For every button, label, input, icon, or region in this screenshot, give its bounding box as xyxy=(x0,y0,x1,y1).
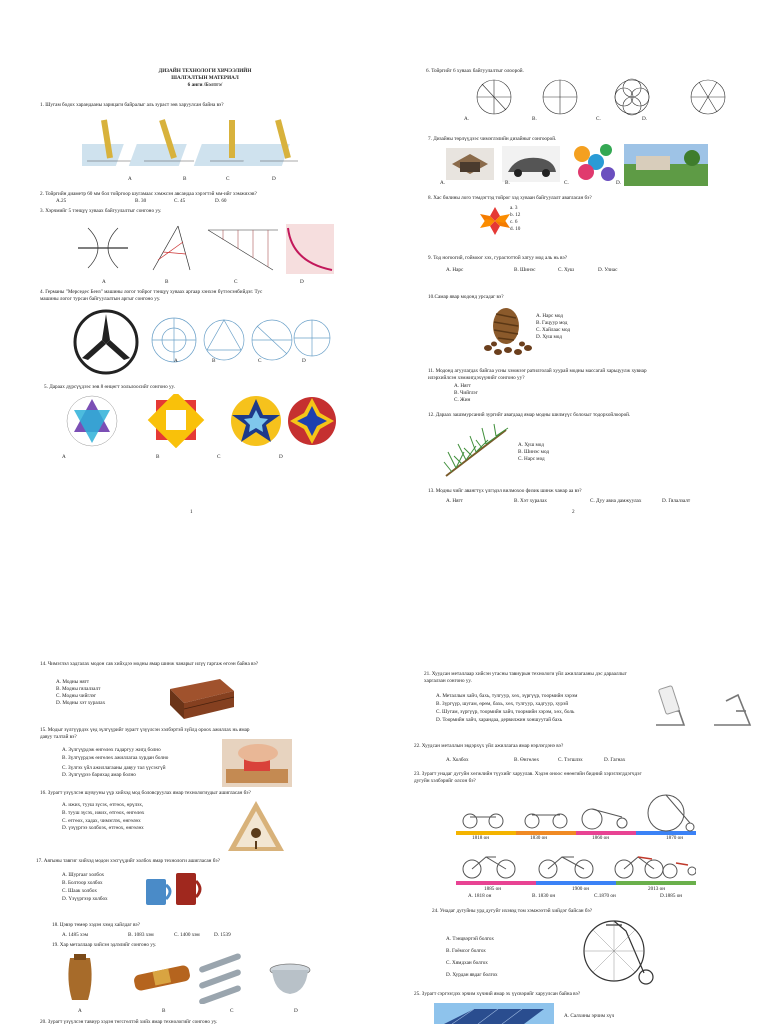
q1-label-b: B xyxy=(183,176,187,182)
q4-label-c: C xyxy=(258,358,262,364)
question-16: 16. Зурагт үзүүлсэн шувууны үүр хийхэд мод боловсруулах ямар технологиудыг ашигласан бэ? xyxy=(40,790,251,796)
khas-bank-logo-icon xyxy=(480,207,510,235)
q8-option-a: a. 3 xyxy=(510,205,518,211)
q4-label-b: B xyxy=(212,358,216,364)
question-4-line-2: машины логог турсан байгуулалтын аргыг сонгоно уу. xyxy=(40,296,161,302)
q16-option-c: C. өтгөох, хадах, чимэглэх, өнгөлөх xyxy=(62,818,141,824)
q22-option-b: B. Өнгөлөх xyxy=(514,757,540,763)
q19-metal-items xyxy=(62,952,314,1004)
question-12: 12. Дараах зашзмурсаний зургийг авагдаад ямар модны шилмүүс болохыг тодорхойлоорой. xyxy=(428,412,631,418)
q23-year-1818: 1818 он xyxy=(472,835,490,841)
q23-year-1870: 1870 он xyxy=(666,835,684,841)
q21-phone-stand-image xyxy=(650,681,760,731)
question-4-line-1: 4. Германы "Мерседес Бенз" машины логог тойрог тэнцүү хуваах аргаар хэнхэн бүтээсэнбийдэг. Тус xyxy=(40,289,263,295)
q3-image-c xyxy=(208,230,278,270)
q13-option-c: C. Дуу авиа дамжуулах xyxy=(590,498,642,504)
q16-option-d: D. үзүүргээ холбоэх, өтгөох, өнгөлөх xyxy=(62,825,144,831)
q23-option-c: C.1870 он xyxy=(594,893,616,899)
page-number-2: 2 xyxy=(572,509,575,515)
q3-label-a: A xyxy=(102,279,106,285)
question-18: 18. Цэвэр төмөр хэдэн хэмд хайлдаг вэ? xyxy=(52,922,140,928)
q6-label-d: D. xyxy=(642,116,648,122)
q5-label-a: A xyxy=(62,454,66,460)
question-7: 7. Дизайны төрлүүдээс чимэглэлийн дизайныг сонгоорой. xyxy=(428,136,557,142)
q2-option-d: D. 60 xyxy=(215,198,227,204)
q7-label-a: A. xyxy=(440,180,446,186)
q8-logo-image xyxy=(478,206,512,236)
q14-wooden-box-image xyxy=(164,673,238,723)
q23-year-2013: 2013 он xyxy=(648,886,666,892)
q9-option-c: C. Хуш xyxy=(558,267,574,273)
q21-option-c: C. Шугам, зүргүүр, тоормийн хайч, тоормийн хэрэм, хөх, боль xyxy=(436,709,575,715)
question-3: 3. Хэрчмийг 5 тэнцүү хуваах байгуулалтыг сонгоно уу. xyxy=(40,208,162,214)
q15-option-c: C. Зүлгэх үйл ажиллагааны давуу тал үүсэхгүй xyxy=(62,765,166,771)
question-2: 2. Тойргийн диаметр 60 мм бол тойргоор шугамаас хэмжсэн авсандаа хэрэгтэй мм-ийг хэмжихэв? xyxy=(40,191,257,197)
question-15-line-2: давуу талтай вэ? xyxy=(40,734,77,740)
q14-option-b: B. Модны гялалзалт xyxy=(56,686,101,692)
q17-option-c: C. Шаак холбох xyxy=(62,888,97,894)
q25-solar-panel-image xyxy=(434,1003,554,1024)
q21-option-d: D. Тоормийн хайч, харандаа, дервилжин хоншуутай бахь xyxy=(436,717,563,723)
q5-pattern-c xyxy=(231,396,281,446)
q10-option-a: A. Нарс мод xyxy=(536,313,563,319)
q7-image-b xyxy=(502,146,560,182)
q2-option-a: A.25 xyxy=(56,198,67,204)
q4-construction-a xyxy=(152,318,196,362)
q7-design-images xyxy=(446,142,708,186)
q1-image-b xyxy=(129,120,194,166)
question-11-line-1: 11. Модонд агуулагдах байгаа усны хэмжээг ратилголай хуурай модны массагай харьцуулж хувиар xyxy=(428,368,647,374)
q1-label-a: A xyxy=(128,176,132,182)
q8-option-c: c. 6 xyxy=(510,219,518,225)
question-23-line-1: 23. Зурагт унадаг дугуйн хөгжлийн түүхийг харуулав. Хэдэн оноос өнөөгийн бидний хэрэглэгддэгчдэг xyxy=(414,771,642,777)
q15-option-a: A. Зүлгүүрдэж өнгөлөх гадаргуу жигд болно xyxy=(62,747,161,753)
q11-option-b: B. Чийглэг xyxy=(454,390,478,396)
q7-image-c xyxy=(574,144,615,181)
title-line-2: ШАЛГАЛТЫН МАТЕРИАЛ xyxy=(171,75,239,81)
q5-label-c: C xyxy=(217,454,221,460)
q12-pine-branch-image xyxy=(442,422,512,482)
q18-option-a: A. 1485 хэм xyxy=(62,932,89,938)
q10-option-c: C. Хайлаас мод xyxy=(536,327,571,333)
q16-option-b: B. тууш зүсэх, ижих, өтгөох, өнгөлөх xyxy=(62,810,145,816)
question-21-line-1: 21. Хуудсан металлаар хийсэн утасны тавиурын технологи үйл ажиллагааны дэс дарааллыг xyxy=(424,671,627,677)
q24-option-a: A. Тэнцвэртэй болгох xyxy=(446,936,494,942)
question-6: 6. Тойргийг 6 хуваах байгуулалтыг олоорой. xyxy=(426,68,524,74)
q3-image-d xyxy=(286,224,334,274)
q5-star-patterns xyxy=(66,394,336,448)
q24-option-d: D. Хурдан явдаг болгох xyxy=(446,972,498,978)
q14-option-c: C. Модны чийглэг xyxy=(56,693,97,699)
q1-label-c: C xyxy=(226,176,230,182)
question-10: 10.Самар явар модонд урсадаг вэ? xyxy=(428,294,504,300)
q3-constructions xyxy=(78,220,338,278)
question-14: 14. Чимэглэл хадгалах модон сав хийхдээ модны ямар шинж чанарыг илүү гаргаж өгсөн байна вэ? xyxy=(40,661,259,667)
q17-option-d: D. Үзүүргээр холбох xyxy=(62,896,108,902)
q4-label-d: D xyxy=(302,358,306,364)
question-24: 24. Унадаг дугуйны урд дугуйг ихэвэд том хэмжээтэй хийдэг байсан бэ? xyxy=(432,908,592,914)
q6-label-b: B. xyxy=(532,116,537,122)
q10-option-b: B. Гацуур мод xyxy=(536,320,568,326)
question-25: 25. Зурагт сэргээгдэх эрчим хүчний ямар эх үүсвэрийг харуулсан байна вэ? xyxy=(414,991,581,997)
question-19: 19. Хар металлаар хийсэн эдлэлийг сонгоно уу. xyxy=(52,942,157,948)
q7-label-c: C. xyxy=(564,180,569,186)
q4-construction-d xyxy=(294,320,330,356)
q4-logo-constructions xyxy=(72,308,334,376)
q18-option-c: C. 1400 хэм xyxy=(174,932,200,938)
question-13: 13. Модны чийг авангтүх үлгэдэл вилмохоо физик шинж чанар аа вэ? xyxy=(428,488,582,494)
title-line-1: ДИЗАЙН ТЕХНОЛОГИ ХИЧЭЭЛИЙН xyxy=(158,68,252,74)
q8-option-d: d. 10 xyxy=(510,226,521,232)
question-5: 5. Дараах дүрсүүдээс зөв 8 өнцөгт хольлоосийг сонгоно уу. xyxy=(44,384,175,390)
q13-option-a: A. Нягт xyxy=(446,498,463,504)
q5-label-b: B xyxy=(156,454,160,460)
question-21-line-2: харгалзан сонгоно уу. xyxy=(424,678,472,684)
q22-option-d: D. Гагнах xyxy=(604,757,626,763)
q3-image-b xyxy=(153,226,190,270)
q24-option-c: C. Хямдхан болгох xyxy=(446,960,488,966)
q15-sanding-image xyxy=(222,739,292,787)
q16-bird-house-image xyxy=(226,799,286,855)
q3-image-a xyxy=(78,228,128,268)
q6-image-a xyxy=(477,80,511,114)
q19-label-d: D xyxy=(294,1008,298,1014)
q3-label-c: C xyxy=(234,279,238,285)
q23-bicycle-history-image xyxy=(456,793,696,889)
q19-label-c: C xyxy=(230,1008,234,1014)
question-20: 20. Зурагт үзүүлсэн тавиур хэдэн төгсгөлтэй хийх ямар технологийг сонгоно уу. xyxy=(40,1019,218,1025)
question-15-line-1: 15. Модыг зүлгүүрдэх үед зүлгүүрийг зурагт үзүүлсэн хэлбэртэй зүйлд ороох ажиллах нь ямар xyxy=(40,727,250,733)
question-1: 1. Шугам бодох харандааны зарицаги байралыг аль зураст зөв харуулсан байна вэ? xyxy=(40,102,224,108)
q7-label-d: D. xyxy=(616,180,622,186)
q4-construction-b xyxy=(204,320,244,360)
q6-image-c xyxy=(615,79,649,115)
q17-option-a: A. Шургааг холбох xyxy=(62,872,105,878)
q21-option-b: B. Зүргүүр, шугам, өрөм, бахь, хөх, тулгуур, хадгуур, хурэй xyxy=(436,701,569,707)
q9-option-a: A. Нарс xyxy=(446,267,464,273)
q19-image-d xyxy=(270,964,310,994)
q23-year-1830: 1830 он xyxy=(530,835,548,841)
q8-option-b: b. 12 xyxy=(510,212,521,218)
q12-option-c: C. Нарс мод xyxy=(518,456,545,462)
q18-option-b: B. 1083 хэм xyxy=(128,932,154,938)
q6-image-d xyxy=(691,80,725,114)
q17-option-b: B. Болтоор холбох xyxy=(62,880,103,886)
q7-image-a xyxy=(446,148,494,180)
q21-option-a: A. Металлын хайч, бахь, тулгуур, хөх, зүргүүр, тоормийн хэрэм xyxy=(436,693,578,699)
q3-label-b: B xyxy=(165,279,169,285)
q1-image-d xyxy=(242,120,298,166)
page-3 xyxy=(0,655,384,1024)
q17-mugs-image xyxy=(140,869,206,909)
page-2 xyxy=(384,0,768,520)
page-number-1: 1 xyxy=(190,509,193,515)
q6-circle-divisions xyxy=(472,76,736,118)
q6-label-a: A. xyxy=(464,116,470,122)
q10-option-d: D. Хуш мод xyxy=(536,334,562,340)
q5-label-d: D xyxy=(279,454,283,460)
q16-option-a: A. ижих, тууш зүсэх, өтгөох, өрүлэх, xyxy=(62,802,144,808)
q6-label-c: C. xyxy=(596,116,601,122)
q4-label-a: A xyxy=(174,358,178,364)
q19-label-a: A xyxy=(78,1008,82,1014)
q22-option-c: C. Тэгшлэх xyxy=(558,757,583,763)
q23-year-1900: 1900 он xyxy=(572,886,590,892)
q18-option-d: D. 1539 xyxy=(214,932,231,938)
page-4 xyxy=(384,655,768,1024)
q19-label-b: B xyxy=(162,1008,166,1014)
q24-option-b: B. Гоёмсог болгох xyxy=(446,948,486,954)
q19-image-b xyxy=(133,964,191,991)
q2-option-c: C. 45 xyxy=(174,198,186,204)
q11-option-c: C. Жин xyxy=(454,397,471,403)
q23-bike-accents xyxy=(638,857,688,865)
question-23-line-2: дугуйн хэлбэрийг олсон бэ? xyxy=(414,778,476,784)
q15-option-d: D. Зүлгүүрээ барихад амар болно xyxy=(62,772,136,778)
q5-pattern-b xyxy=(148,394,205,448)
q3-label-d: D xyxy=(300,279,304,285)
q23-year-1885: 1885 он xyxy=(484,886,502,892)
q1-label-d: D xyxy=(272,176,276,182)
q4-construction-c xyxy=(252,320,292,360)
q6-image-b xyxy=(543,80,577,114)
q23-year-1860: 1860 он xyxy=(592,835,610,841)
q23-option-d: D.1885 он xyxy=(660,893,683,899)
q13-option-b: B. Хэт хуралах xyxy=(514,498,548,504)
page-1 xyxy=(0,0,384,520)
q9-option-b: B. Шинэс xyxy=(514,267,536,273)
q13-option-d: D. Гялалзалт xyxy=(662,498,691,504)
q19-image-a xyxy=(68,954,91,1000)
q25-option-a: A. Салхины эрчим хүч xyxy=(564,1013,615,1019)
q9-option-d: D. Улиас xyxy=(598,267,618,273)
mercedes-logo-icon xyxy=(75,311,137,373)
question-8: 8. Хас билины лого тэмдэгтэд тойрог хэд хуваан байгуулалт авагласан бэ? xyxy=(428,195,592,201)
q2-option-b: B. 30 xyxy=(135,198,147,204)
question-22: 22. Хуудсан металлын эвдэрхүх үйл ажиллагаа ямар нэрлэгдэнэ вэ? xyxy=(414,743,564,749)
q1-pencil-drawings xyxy=(82,116,300,174)
q11-option-a: A. Нягт xyxy=(454,383,471,389)
q14-option-a: A. Модны нягт xyxy=(56,679,90,685)
q22-option-a: A. Холбох xyxy=(446,757,469,763)
q24-penny-farthing-image xyxy=(576,915,656,987)
question-17: 17. Аягыны тавгиг хийхэд модон хэсгүүдийг холбох ямар технологи ашигласан бэ? xyxy=(36,858,220,864)
q14-option-d: D. Модны хэт хуралах xyxy=(56,700,106,706)
title-line-3: 6 анги /Бэлтгэ/ xyxy=(187,82,223,88)
q15-option-b: B. Зүлгүүрдэж өнгөлөх ажиллагаа хурдан болно xyxy=(62,755,169,761)
q23-option-a: A. 1818 он xyxy=(468,893,492,899)
q5-pattern-a xyxy=(67,396,117,446)
q23-option-b: B. 1830 он xyxy=(532,893,556,899)
q19-image-c xyxy=(198,953,241,1004)
q12-option-a: A. Хуш мод xyxy=(518,442,544,448)
q5-pattern-d xyxy=(288,397,336,445)
q10-pine-cone-image xyxy=(478,304,536,358)
q12-option-b: B. Шинэс мод xyxy=(518,449,550,455)
q7-image-d xyxy=(624,144,708,186)
q1-image-a xyxy=(82,120,134,166)
q7-label-b: B. xyxy=(505,180,510,186)
question-9: 9. Тод ногоогий, гоймоог хэх, гурастоттой хатуу мод аль нь вэ? xyxy=(428,255,568,261)
question-11-line-2: илэрхийлсэн хэмжигдэхүүнийг сонгоно уу? xyxy=(428,375,525,381)
